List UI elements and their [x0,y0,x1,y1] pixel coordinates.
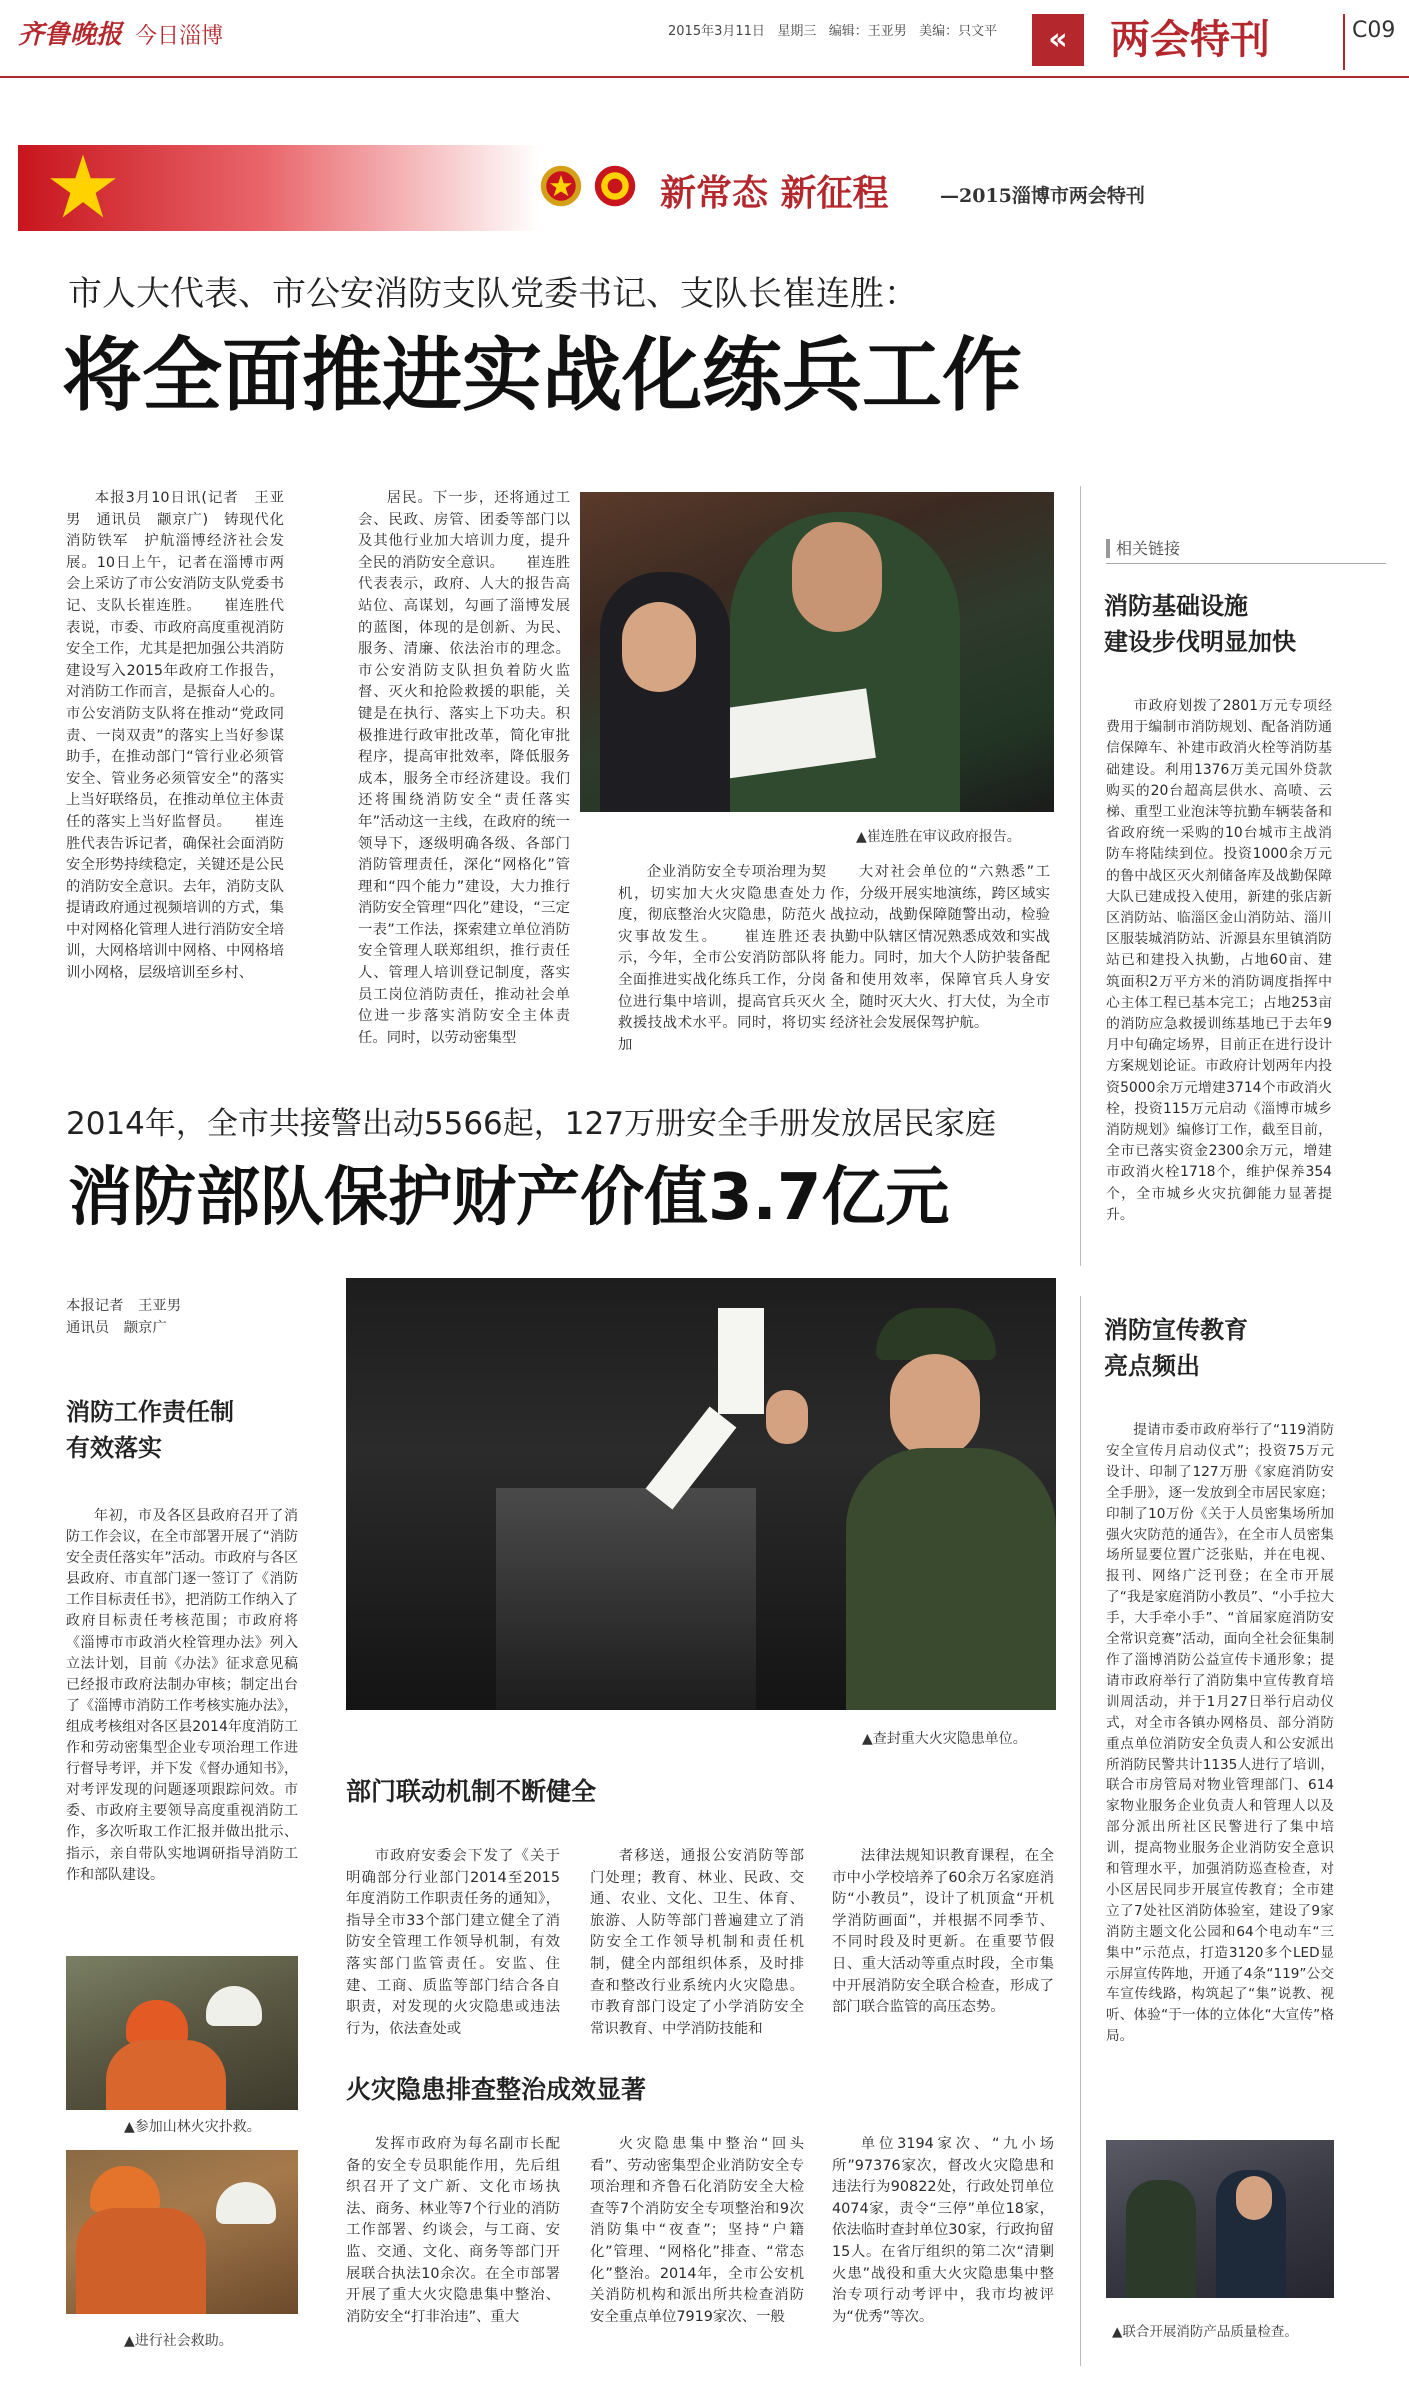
article2-subhead-2: 部门联动机制不断健全 [346,1777,597,1806]
editor: 编辑：王亚男 [828,24,907,39]
article1-column-4 [830,862,1050,1062]
subhead-1-line2: 有效落实 [66,1434,162,1462]
sub2-column-2 [590,1846,804,2037]
inspector-face [1236,2176,1272,2220]
article1-text-2: 居民。下一步，还将通过工会、民政、房管、团委等部门以及其他行业加大培训力度，提升全民的消防安全意识。 崔连胜代表表示，政府、人大的报告高站位、高谋划，勾画了淄博发展的蓝图，体现的是创新、为民、服务、清廉、依法治市的理念。市公安消防支队担负着防火监督、灭火和抢险救援的职能，关键是在执行、落实上下功夫。积极推进行政审批改革，简化审批程序，提高审批效率，降低服务成本，服务全市经济建设。我们还将围绕消防安全“责任落实年”活动这一主线，在政府的统一领导下，逐级明确各级、各部门消防管理责任，深化“网格化”管理和“四个能力”建设，大力推行消防安全管理“四化”建设，“三定一表”工作法，探索建立单位消防安全管理人联郑组织，推行责任人、管理人培训登记制度，落实员工岗位消防责任，推动社会单位进一步落实消防安全主体责任。同时，以劳动密集型 [358,490,570,1046]
sub2-text-2: 者移送，通报公安消防等部门处理；教育、林业、民政、交通、农业、文化、卫生、体育、旅游、人防等部门普遍建立了消防安全工作领导机制和责任机制，健全内部组织体系，及时排查和整改行业系统内火灾隐患。市教育部门设定了小学消防安全常识教育、中学消防技能和 [590,1848,804,2037]
article2-byline [66,1296,181,1339]
sub2-text-1: 市政府安委会下发了《关于明确部分行业部门2014至2015年度消防工作职责任务的通知》，指导全市33个部门建立健全了消防安全管理工作领导机制，有效落实部门监管责任。安监、住建、工商、质监等部门结合各自职责，对发现的火灾隐患或违法行为，依法查处或 [346,1848,560,2037]
product-inspection-photo [1106,2140,1334,2298]
issue-date: 2015年3月11日 [668,24,765,39]
star-icon [48,151,118,221]
inspector-figure [1126,2180,1196,2298]
edition-name: 今日淄博 [135,24,224,49]
designer: 美编：只文平 [919,24,998,39]
sidebar1-title-line2: 建设步伐明显加快 [1104,628,1296,656]
sidebar2-text: 提请市委市政府举行了“119消防安全宣传月启动仪式”；投资75万元设计、印制了127万册《家庭消防安全手册》，逐一发放到全市居民家庭；印制了10万份《关于人员密集场所加强火灾防范的通告》，在全市人员密集场所显要位置广泛张贴，并在电视、报刊、网络广泛刊登；在全市开展了“我是家庭消防小教员”、“小手拉大手，大手牵小手”、“首届家庭消防安全常识竞赛”活动，面向全社会征集制作了淄博消防公益宣传卡通形象；提请市政府举行了消防集中宣传教育培训周活动，并于1月27日举行启动仪式，对全市各镇办网格员、部分消防重点单位消防安全负责人和公安派出所消防民警共计1135人进行了培训，联合市房管局对物业管理部门、614家物业服务企业负责人和管理人以及部分派出所社区民警进行了集中培训，提高物业服务企业消防安全意识和管理水平，加强消防巡查检查，对小区居民同步开展宣传教育；全市建立了7处社区消防体验室，建设了9家消防主题文化公园和64个电动车“三集中”示范点，打造3120多个LED显示屏宣传阵地，开通了4条“119”公交车宣传线路，构筑起了“集”说教、视听、体验“于一体的立体化“大宣传”格局。 [1106,1422,1334,2045]
article2-kicker: 2014年，全市共接警出动5566起，127万册安全手册发放居民家庭 [66,1106,996,1142]
notice-paper [718,1308,764,1414]
banner-subtitle: —2015淄博市两会特刊 [940,185,1145,207]
issue-weekday: 星期三 [777,24,817,39]
sub3-column-3 [832,2134,1054,2372]
sub3-text-3: 单位3194家次、“九小场所”97376家次，督改火灾隐患和违法行为90822处，行政处罚单位4074家，责令“三停”单位18家，依法临时查封单位30家，行政拘留15人。在省厅组织的第二次“清剿火患”战役和重大火灾隐患集中整治专项行动考评中，我市均被评为“优秀”等次。 [832,2136,1054,2325]
masthead [18,14,224,50]
sub3-text-2: 火灾隐患集中整治“回头看”、劳动密集型企业消防安全专项治理和齐鲁石化消防安全大检查等7个消防安全专项整治和9次消防集中“夜查”；坚持“户籍化”管理、“网格化”排查、“常态化”整治。2014年，全市公安机关消防机构和派出所共检查消防安全重点单位7919家次、一般 [590,2136,804,2325]
article2-main-photo [346,1278,1056,1710]
banner-slogan: 新常态 新征程 [660,172,889,214]
sub2-text-3: 法律法规知识教育课程，在全市中小学校培养了60余万名家庭消防“小教员”，设计了机顶盒“开机学消防画面”，并根据不同季节、不同时段及时更新。在重要节假日、重大活动等重点时段，全市集中开展消防安全联合检查，形成了部门联合监管的高压态势。 [832,1848,1054,2016]
sidebar1-title [1104,588,1296,660]
article1-column-2 [358,488,570,1046]
article1-photo [580,492,1054,812]
header-rule [0,76,1409,78]
header-meta [668,20,997,39]
forest-fire-caption: ▲参加山林火灾扑救。 [124,2119,261,2135]
sidebar1-text: 市政府划拨了2801万元专项经费用于编制市消防规划、配备消防通信保障车、补建市政消火栓等消防基础建设。利用1376万美元国外贷款购买的20台超高层供水、高喷、云梯、重型工业泡沫等抗勤车辆装备和省政府统一采购的10台城市主战消防车将陆续到位。投资1000余万元的鲁中战区灭火剂储备库及战勤保障大队已建成投入使用，新建的张店新区消防站、临淄区金山消防站、淄川区服装城消防站、沂源县东里镇消防站已和建投入执勤，占地60亩、建筑面积2万平方米的消防调度指挥中心主体工程已基本完工；占地253亩的消防应急救援训练基地已于去年9月中旬确定场界，目前正在进行设计方案规划论证。市政府计划两年内投资5000余万元增建3714个市政消火栓，投资115万元启动《淄博市城乡消防规划》编修订工作，截至目前，全市已落实资金2300余万元，增建市政消火栓1718个，维护保养354个，全市城乡火灾抗御能力显著提升。 [1106,698,1332,1223]
emblem-icon [538,163,584,209]
article1-photo-caption: ▲崔连胜在审议政府报告。 [856,829,1021,845]
section-title: 两会特刊 [1110,17,1270,63]
sidebar2-title [1104,1312,1248,1384]
officer-face [890,1354,980,1458]
glass-door [496,1488,756,1710]
officer-uniform [846,1448,1056,1710]
header-divider [1343,14,1345,70]
article2-subhead-1 [66,1394,234,1466]
delegate-face [622,602,696,692]
sub3-column-2 [590,2134,804,2372]
officer-hand [766,1390,808,1444]
article1-column-3 [618,862,826,1062]
sidebar2-divider [1080,1296,1081,2366]
article1-text-1: 本报3月10日讯(记者 王亚男 通讯员 颛京广) 铸现代化消防铁军 护航淄博经济社会发展。10日上午，记者在淄博市两会上采访了市公安消防支队党委书记、支队长崔连胜。 崔连胜代表说，市委、市政府高度重视消防安全工作，尤其是把加强公共消防建设写入2015年政府工作报告，对消防工作而言，是振奋人心的。市公安消防支队将在推动“党政同责、一岗双责”的落实上当好参谋助手，在推动部门“管行业必须管安全、管业务必须管安全”的落实上当好联络员，在推动单位主体责任的落实上当好监督员。 崔连胜代表告诉记者，确保社会面消防安全形势持续稳定，关键还是公民的消防安全意识。去年，消防支队提请政府通过视频培训的方式，集中对网格化管理人进行消防安全培训，大网格培训中网格、中网格培训小网格，层级培训至乡村、 [66,490,284,982]
banner [18,145,1390,231]
page-number: C09 [1352,18,1396,43]
firefighter-helmet [126,2000,188,2044]
cppcc-emblem-icon [592,163,638,209]
section-chevron-icon: « [1032,14,1084,66]
byline-reporter: 本报记者 王亚男 [66,1298,182,1314]
article2-left-column [66,1506,298,1940]
sidebar1-title-line1: 消防基础设施 [1104,592,1248,620]
rescue-photo [66,2150,298,2314]
article2-left-text: 年初，市及各区县政府召开了消防工作会议，在全市部署开展了“消防安全责任落实年”活动。市政府与各区县政府、市直部门逐一签订了《消防工作目标责任书》，把消防工作纳入了政府目标责任考核范围；市政府将《淄博市市政消火栓管理办法》列入立法计划，目前《办法》征求意见稿已经报市政府法制办审核；制定出台了《淄博市消防工作考核实施办法》，组成考核组对各区县2014年度消防工作和劳动密集型企业专项治理工作进行督导考评，并下发《督办通知书》，对考评发现的问题逐项跟踪问效。市委、市政府主要领导高度重视消防工作，多次听取工作汇报并做出批示、指示，亲自带队实地调研指导消防工作和部队建设。 [66,1508,298,1883]
article1-text-3: 企业消防安全专项治理为契机，切实加大火灾隐患查处力度，彻底整治火灾隐患，防范火灾事故发生。 崔连胜还表示，今年，全市公安消防部队将全面推进实战化练兵工作，分岗位进行集中培训，提高官兵灭火救援技战术水平。同时，将切实加 [618,864,826,1053]
officer-cap [876,1308,996,1360]
firefighter-body [106,2040,226,2110]
rescuer-helmet-2 [216,2182,276,2224]
article1-kicker: 市人大代表、市公安消防支队党委书记、支队长崔连胜： [68,274,918,314]
article2-main-photo-caption: ▲查封重大火灾隐患单位。 [862,1731,1027,1747]
firefighter-helmet-2 [206,1986,262,2026]
sidebar2-body [1106,1420,1334,2120]
sidebar2-title-line1: 消防宣传教育 [1104,1316,1248,1344]
rescuer-body [76,2208,206,2314]
byline-correspondent: 通讯员 颛京广 [66,1319,167,1336]
sidebar1-divider [1080,486,1081,1266]
forest-fire-photo [66,1956,298,2110]
officer-face [792,522,882,632]
sidebar1-body [1106,696,1332,1266]
product-inspection-caption: ▲联合开展消防产品质量检查。 [1112,2324,1298,2340]
paper-name: 齐鲁晚报 [18,20,123,50]
sub2-column-3 [832,1846,1054,2016]
sidebar1-tag [1106,536,1386,564]
sidebar2-title-line2: 亮点频出 [1104,1352,1200,1380]
article2-headline: 消防部队保护财产价值3.7亿元 [68,1161,950,1235]
sub2-column-1 [346,1846,560,2037]
article1-column-1 [66,488,284,1036]
rescue-caption: ▲进行社会救助。 [124,2333,233,2349]
article1-headline: 将全面推进实战化练兵工作 [62,329,1022,422]
rescuer-helmet [90,2166,160,2212]
subhead-1-line1: 消防工作责任制 [66,1398,234,1426]
article1-text-4: 大对社会单位的“六熟悉”工作，分级开展实地演练，跨区域实战拉动，战勤保障随警出动，检验执勤中队辖区情况熟悉成效和实战能力。同时，加大个人防护装备配备和使用效率，保障官兵人身安全，随时灭大火、打大仗，为全市经济社会发展保驾护航。 [830,864,1050,1032]
sub3-column-1 [346,2134,560,2372]
article2-subhead-3: 火灾隐患排查整治成效显著 [346,2075,647,2104]
sub3-text-1: 发挥市政府为每名副市长配备的安全专员职能作用，先后组织召开了文广新、文化市场执法、商务、林业等7个行业的消防工作部署、约谈会，与工商、安监、交通、文化、商务等部门开展联合执法10余次。在全市部署开展了重大火灾隐患集中整治、消防安全“打非治违”、重大 [346,2136,560,2325]
related-link-label: 相关链接 [1106,539,1180,558]
